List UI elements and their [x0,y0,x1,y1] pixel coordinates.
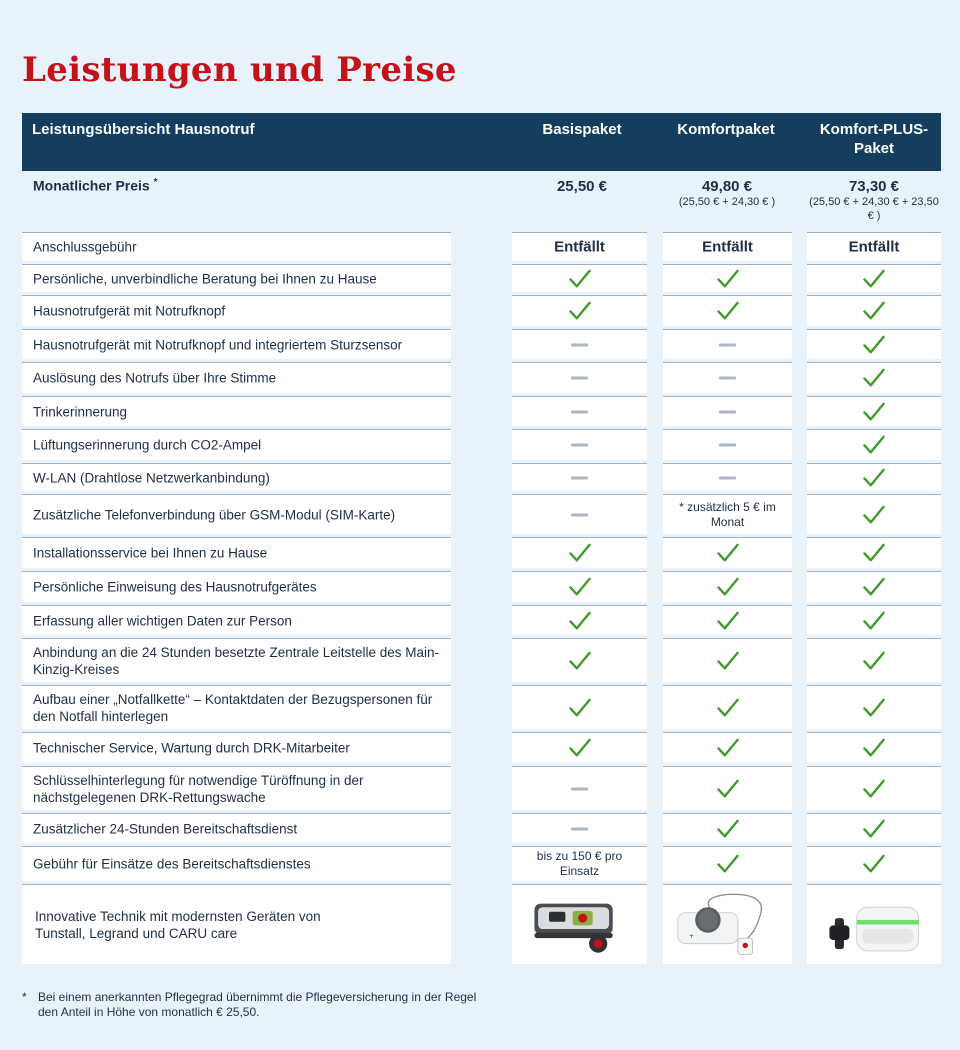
row-label: W-LAN (Drahtlose Netzwerkanbindung) [33,470,270,485]
row-label-cell [22,329,451,359]
package-cell [807,494,941,534]
check-icon [717,738,739,758]
package-cell [807,766,941,810]
product-image [512,889,647,960]
package-cell [807,571,941,602]
header-komfortpaket: Komfortpaket [677,121,775,138]
row-label-cell [22,571,451,602]
package-cell [663,232,792,261]
check-icon [863,698,885,718]
check-icon [863,468,885,488]
price-plus: 73,30 € (25,50 € + 24,30 € + 23,50 € ) [809,178,939,222]
row-label-cell [22,429,451,460]
row-label: Innovative Technik mit modernsten Geräten von Tunstall, Legrand und CARU care [35,908,321,941]
dash-icon [571,827,588,830]
check-icon [569,738,591,758]
dash-icon [571,410,588,413]
row-label-cell [22,232,451,261]
check-icon [717,819,739,839]
check-icon [717,854,739,874]
package-cell [807,638,941,682]
row-label: Installationsservice bei Ihnen zu Hause [33,545,268,561]
check-icon [569,577,591,597]
check-icon [569,611,591,631]
package-cell [807,329,941,359]
footnote: * Bei einem anerkannten Pflegegrad übernimmt die Pflegeversicherung in der Regel den Anteil in Höhe von monatlich € 25,50. [22,990,477,1019]
check-icon [863,854,885,874]
check-icon [863,435,885,455]
row-label-cell [22,884,451,964]
row-label: Gebühr für Einsätze des Bereitschaftsdienstes [33,856,311,872]
package-cell [807,396,941,426]
package-cell [512,766,647,810]
package-cell [663,685,792,729]
dash-icon [571,476,588,479]
dash-icon [571,377,588,380]
table-row [22,362,941,396]
dash-icon [719,377,736,380]
package-cell [663,766,792,810]
cell-text: Entfällt [702,238,753,256]
row-label: Technischer Service, Wartung durch DRK-Mitarbeiter [33,740,350,756]
table-row [22,638,941,685]
table-row [22,571,941,605]
package-cell [512,537,647,568]
header-basispaket: Basispaket [542,121,622,138]
row-label-cell [22,766,451,810]
row-label-cell [22,732,451,763]
package-cell [663,329,792,359]
package-cell [512,884,647,964]
header-label: Leistungsübersicht Hausnotruf [32,121,255,138]
package-cell [512,605,647,635]
header-komfort-plus-paket: Komfort-PLUS-Paket [819,121,929,157]
row-label-cell [22,362,451,393]
row-label: Zusätzlicher 24-Stunden Bereitschaftsdienst [33,821,298,836]
table-row [22,732,941,766]
check-icon [863,577,885,597]
table-row [22,884,941,967]
package-cell [663,813,792,843]
package-cell [512,396,647,426]
check-icon [863,651,885,671]
package-cell [663,884,792,964]
table-row [22,813,941,846]
package-cell [663,571,792,602]
dash-icon [571,343,588,346]
package-cell [512,685,647,729]
check-icon [717,651,739,671]
package-cell [663,494,792,534]
package-cell [807,232,941,261]
table-row [22,846,941,884]
table-row [22,685,941,732]
row-label-cell [22,685,451,729]
package-cell [663,732,792,763]
row-label-cell [22,605,451,635]
cell-text: Entfällt [554,238,605,256]
price-komfort: 49,80 € (25,50 € + 24,30 € ) [678,178,776,208]
package-cell [663,638,792,682]
package-cell [512,813,647,843]
dash-icon [719,444,736,447]
cell-text: * zusätzlich 5 € im Monat [679,499,776,529]
check-icon [717,577,739,597]
row-label-cell [22,846,451,881]
package-cell [663,295,792,326]
row-label: Anbindung an die 24 Stunden besetzte Zentrale Leitstelle des Main-Kinzig-Kreises [33,644,440,677]
price-label: Monatlicher Preis * [33,177,158,194]
package-cell [512,429,647,460]
page-title: Leistungen und Preise [22,50,457,90]
package-cell [512,232,647,261]
row-label: Hausnotrufgerät mit Notrufknopf und integriertem Sturzsensor [33,337,403,352]
price-row [22,171,941,232]
package-cell [807,884,941,964]
package-cell [663,264,792,292]
package-cell [512,571,647,602]
dash-icon [571,513,588,516]
row-label: Persönliche Einweisung des Hausnotrufgerätes [33,579,317,595]
package-cell [807,264,941,292]
cell-text: Entfällt [848,238,900,256]
check-icon [863,611,885,631]
table-row [22,463,941,494]
package-cell [663,396,792,426]
check-icon [717,269,739,289]
package-cell [663,846,792,881]
check-icon [717,301,739,321]
check-icon [717,611,739,631]
package-cell [807,732,941,763]
dash-icon [719,476,736,479]
row-label: Hausnotrufgerät mit Notrufknopf [33,303,226,319]
check-icon [863,335,885,355]
table-row [22,537,941,571]
row-label-cell [22,396,451,426]
package-cell [512,362,647,393]
check-icon [717,543,739,563]
row-label-cell [22,813,451,843]
package-cell [663,463,792,491]
table-row [22,232,941,264]
package-cell [512,494,647,534]
package-cell [663,362,792,393]
table-row [22,329,941,362]
check-icon [717,698,739,718]
dash-icon [719,343,736,346]
package-cell [807,813,941,843]
package-cell [512,295,647,326]
table-row [22,766,941,813]
check-icon [863,301,885,321]
package-cell [807,605,941,635]
package-cell [807,685,941,729]
table-row [22,264,941,295]
row-label-cell [22,463,451,491]
table-header [22,113,941,171]
package-cell [663,537,792,568]
package-cell [807,362,941,393]
product-image [663,889,792,960]
package-cell [512,463,647,491]
row-label: Aufbau einer „Notfallkette“ – Kontaktdaten der Bezugspersonen für den Notfall hinterlegen [33,691,433,724]
check-icon [717,779,739,799]
check-icon [569,543,591,563]
check-icon [863,368,885,388]
row-label: Anschlussgebühr [33,239,137,255]
check-icon [863,819,885,839]
package-cell [807,429,941,460]
table-row [22,295,941,329]
check-icon [569,269,591,289]
package-cell [807,537,941,568]
package-cell [663,605,792,635]
row-label: Persönliche, unverbindliche Beratung bei Ihnen zu Hause [33,271,377,286]
row-label-cell [22,295,451,326]
svg-text:+: + [688,932,695,941]
row-label: Lüftungserinnerung durch CO2-Ampel [33,437,262,453]
product-image [807,889,941,960]
package-cell [807,295,941,326]
row-label: Schlüsselhinterlegung für notwendige Türöffnung in der nächstgelegenen DRK-Rettungswache [33,772,364,805]
price-basis: 25,50 € [556,178,608,195]
check-icon [569,651,591,671]
package-cell [807,846,941,881]
cell-text: bis zu 150 € pro Einsatz [536,849,623,878]
dash-icon [719,410,736,413]
table-row [22,605,941,638]
package-cell [512,264,647,292]
package-cell [512,638,647,682]
check-icon [863,543,885,563]
table-row [22,429,941,463]
check-icon [569,698,591,718]
check-icon [569,301,591,321]
dash-icon [571,444,588,447]
package-cell [807,463,941,491]
table-row [22,396,941,429]
check-icon [863,505,885,525]
package-cell [663,429,792,460]
package-cell [512,732,647,763]
row-label: Trinkerinnerung [33,404,128,419]
package-cell [512,846,647,881]
table-row [22,494,941,537]
check-icon [863,779,885,799]
row-label: Erfassung aller wichtigen Daten zur Person [33,613,292,628]
row-label-cell [22,264,451,292]
package-cell [512,329,647,359]
row-label: Auslösung des Notrufs über Ihre Stimme [33,370,277,386]
row-label: Zusätzliche Telefonverbindung über GSM-Modul (SIM-Karte) [33,507,396,522]
check-icon [863,738,885,758]
check-icon [863,402,885,422]
row-label-cell [22,537,451,568]
check-icon [863,269,885,289]
dash-icon [571,787,588,790]
row-label-cell [22,638,451,682]
row-label-cell [22,494,451,534]
